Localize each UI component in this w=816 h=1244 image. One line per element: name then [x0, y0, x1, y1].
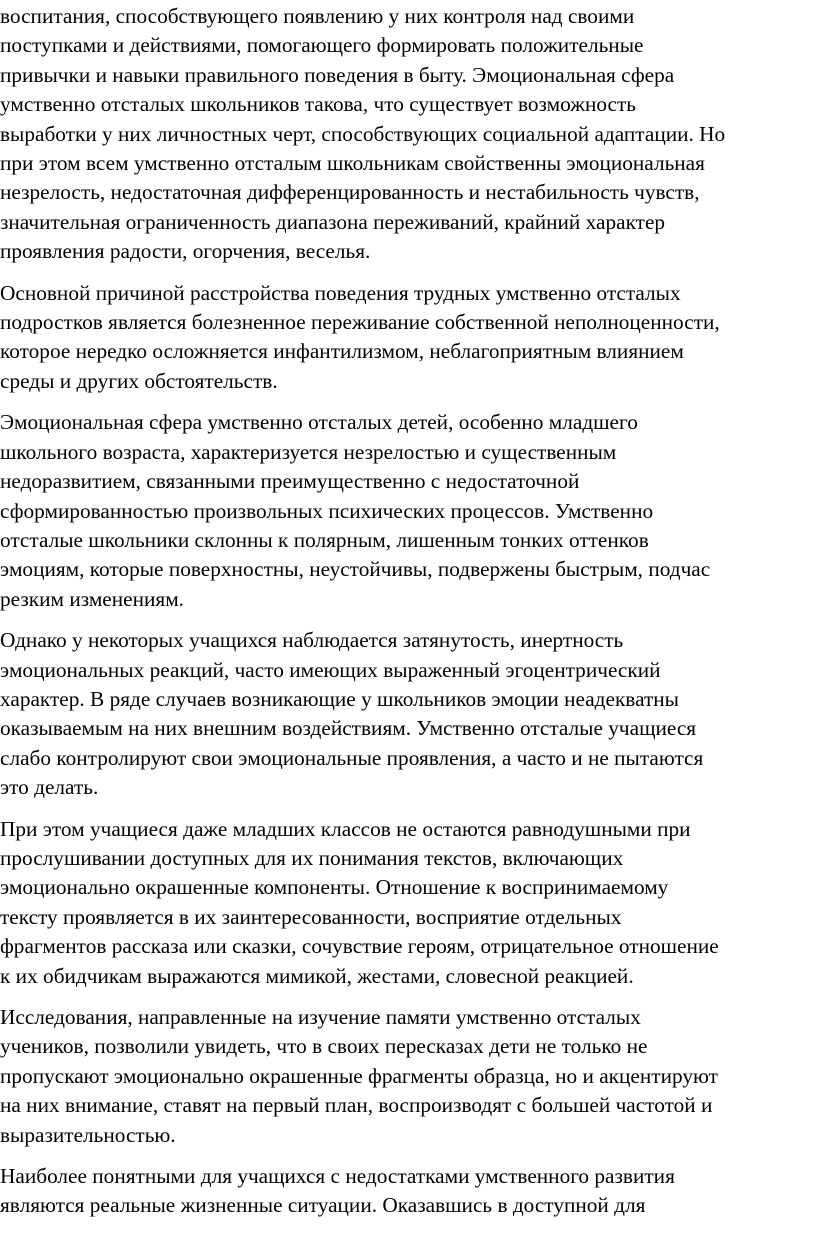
- text-line: Наиболее понятными для учащихся с недостатками умственного развития: [0, 1164, 675, 1189]
- text-line: школьного возраста, характеризуется незрелостью и существенным: [0, 439, 617, 464]
- text-line: подростков является болезненное переживание собственной неполноценности,: [0, 310, 720, 335]
- text-line: эмоциям, которые поверхностны, неустойчивы, подвержены быстрым, подчас: [0, 557, 711, 582]
- text-line: тексту проявляется в их заинтересованности, восприятие отдельных: [0, 904, 622, 929]
- text-line: привычки и навыки правильного поведения в быту. Эмоциональная сфера: [0, 62, 675, 87]
- text-line: среды и других обстоятельств.: [0, 368, 278, 393]
- document-body: [0, 2, 812, 1233]
- text-line: пропускают эмоционально окрашенные фрагменты образца, но и акцентируют: [0, 1063, 718, 1088]
- text-line: Эмоциональная сфера умственно отсталых детей, особенно младшего: [0, 410, 638, 435]
- text-line: Основной причиной расстройства поведения трудных умственно отсталых: [0, 280, 681, 305]
- text-line: эмоциональных реакций, часто имеющих выраженный эгоцентрический: [0, 657, 661, 682]
- text-line: отсталые школьники склонны к полярным, лишенным тонких оттенков: [0, 527, 649, 552]
- paragraph: [0, 279, 812, 397]
- text-line: резким изменениям.: [0, 586, 184, 611]
- paragraph: [0, 408, 812, 614]
- text-line: слабо контролируют свои эмоциональные проявления, а часто и не пытаются: [0, 745, 704, 770]
- text-line: которое нередко осложняется инфантилизмом, неблагоприятным влиянием: [0, 339, 684, 364]
- text-line: При этом учащиеся даже младших классов не остаются равнодушными при: [0, 816, 691, 841]
- text-line: оказываемым на них внешним воздействиям. Умственно отсталые учащиеся: [0, 716, 697, 741]
- text-line: воспитания, способствующего появлению у них контроля над своими: [0, 4, 635, 28]
- text-line: поступками и действиями, помогающего формировать положительные: [0, 33, 644, 58]
- text-line: умственно отсталых школьников такова, что существует возможность: [0, 92, 637, 117]
- text-line: выразительностью.: [0, 1122, 176, 1147]
- text-line: при этом всем умственно отсталым школьникам свойственны эмоциональная: [0, 151, 705, 176]
- text-line: прослушивании доступных для их понимания текстов, включающих: [0, 845, 624, 870]
- text-line: Однако у некоторых учащихся наблюдается затянутость, инертность: [0, 628, 624, 653]
- text-line: недоразвитием, связанными преимущественно с недостаточной: [0, 469, 580, 494]
- text-line: к их обидчикам выражаются мимикой, жестами, словесной реакцией.: [0, 963, 634, 988]
- text-line: эмоционально окрашенные компоненты. Отношение к воспринимаемому: [0, 875, 669, 900]
- paragraph: [0, 626, 812, 802]
- text-line: учеников, позволили увидеть, что в своих пересказах дети не только не: [0, 1034, 648, 1059]
- text-line: выработки у них личностных черт, способствующих социальной адаптации. Но: [0, 121, 726, 146]
- text-line: характер. В ряде случаев возникающие у школьников эмоции неадекватны: [0, 686, 679, 711]
- paragraph: [0, 1003, 812, 1150]
- text-line: на них внимание, ставят на первый план, воспроизводят с большей частотой и: [0, 1093, 713, 1118]
- paragraph: [0, 815, 812, 991]
- text-line: Исследования, направленные на изучение памяти умственно отсталых: [0, 1005, 641, 1029]
- text-line: проявления радости, огорчения, веселья.: [0, 239, 371, 264]
- text-line: являются реальные жизненные ситуации. Оказавшись в доступной для: [0, 1193, 646, 1218]
- text-line: это делать.: [0, 775, 99, 800]
- text-line: сформированностью произвольных психических процессов. Умственно: [0, 498, 654, 523]
- text-line: незрелость, недостаточная дифференцированность и нестабильность чувств,: [0, 180, 700, 205]
- text-line: значительная ограниченность диапазона переживаний, крайний характер: [0, 209, 666, 234]
- paragraph: [0, 1162, 812, 1221]
- text-line: фрагментов рассказа или сказки, сочувствие героям, отрицательное отношение: [0, 934, 719, 959]
- paragraph: [0, 2, 812, 267]
